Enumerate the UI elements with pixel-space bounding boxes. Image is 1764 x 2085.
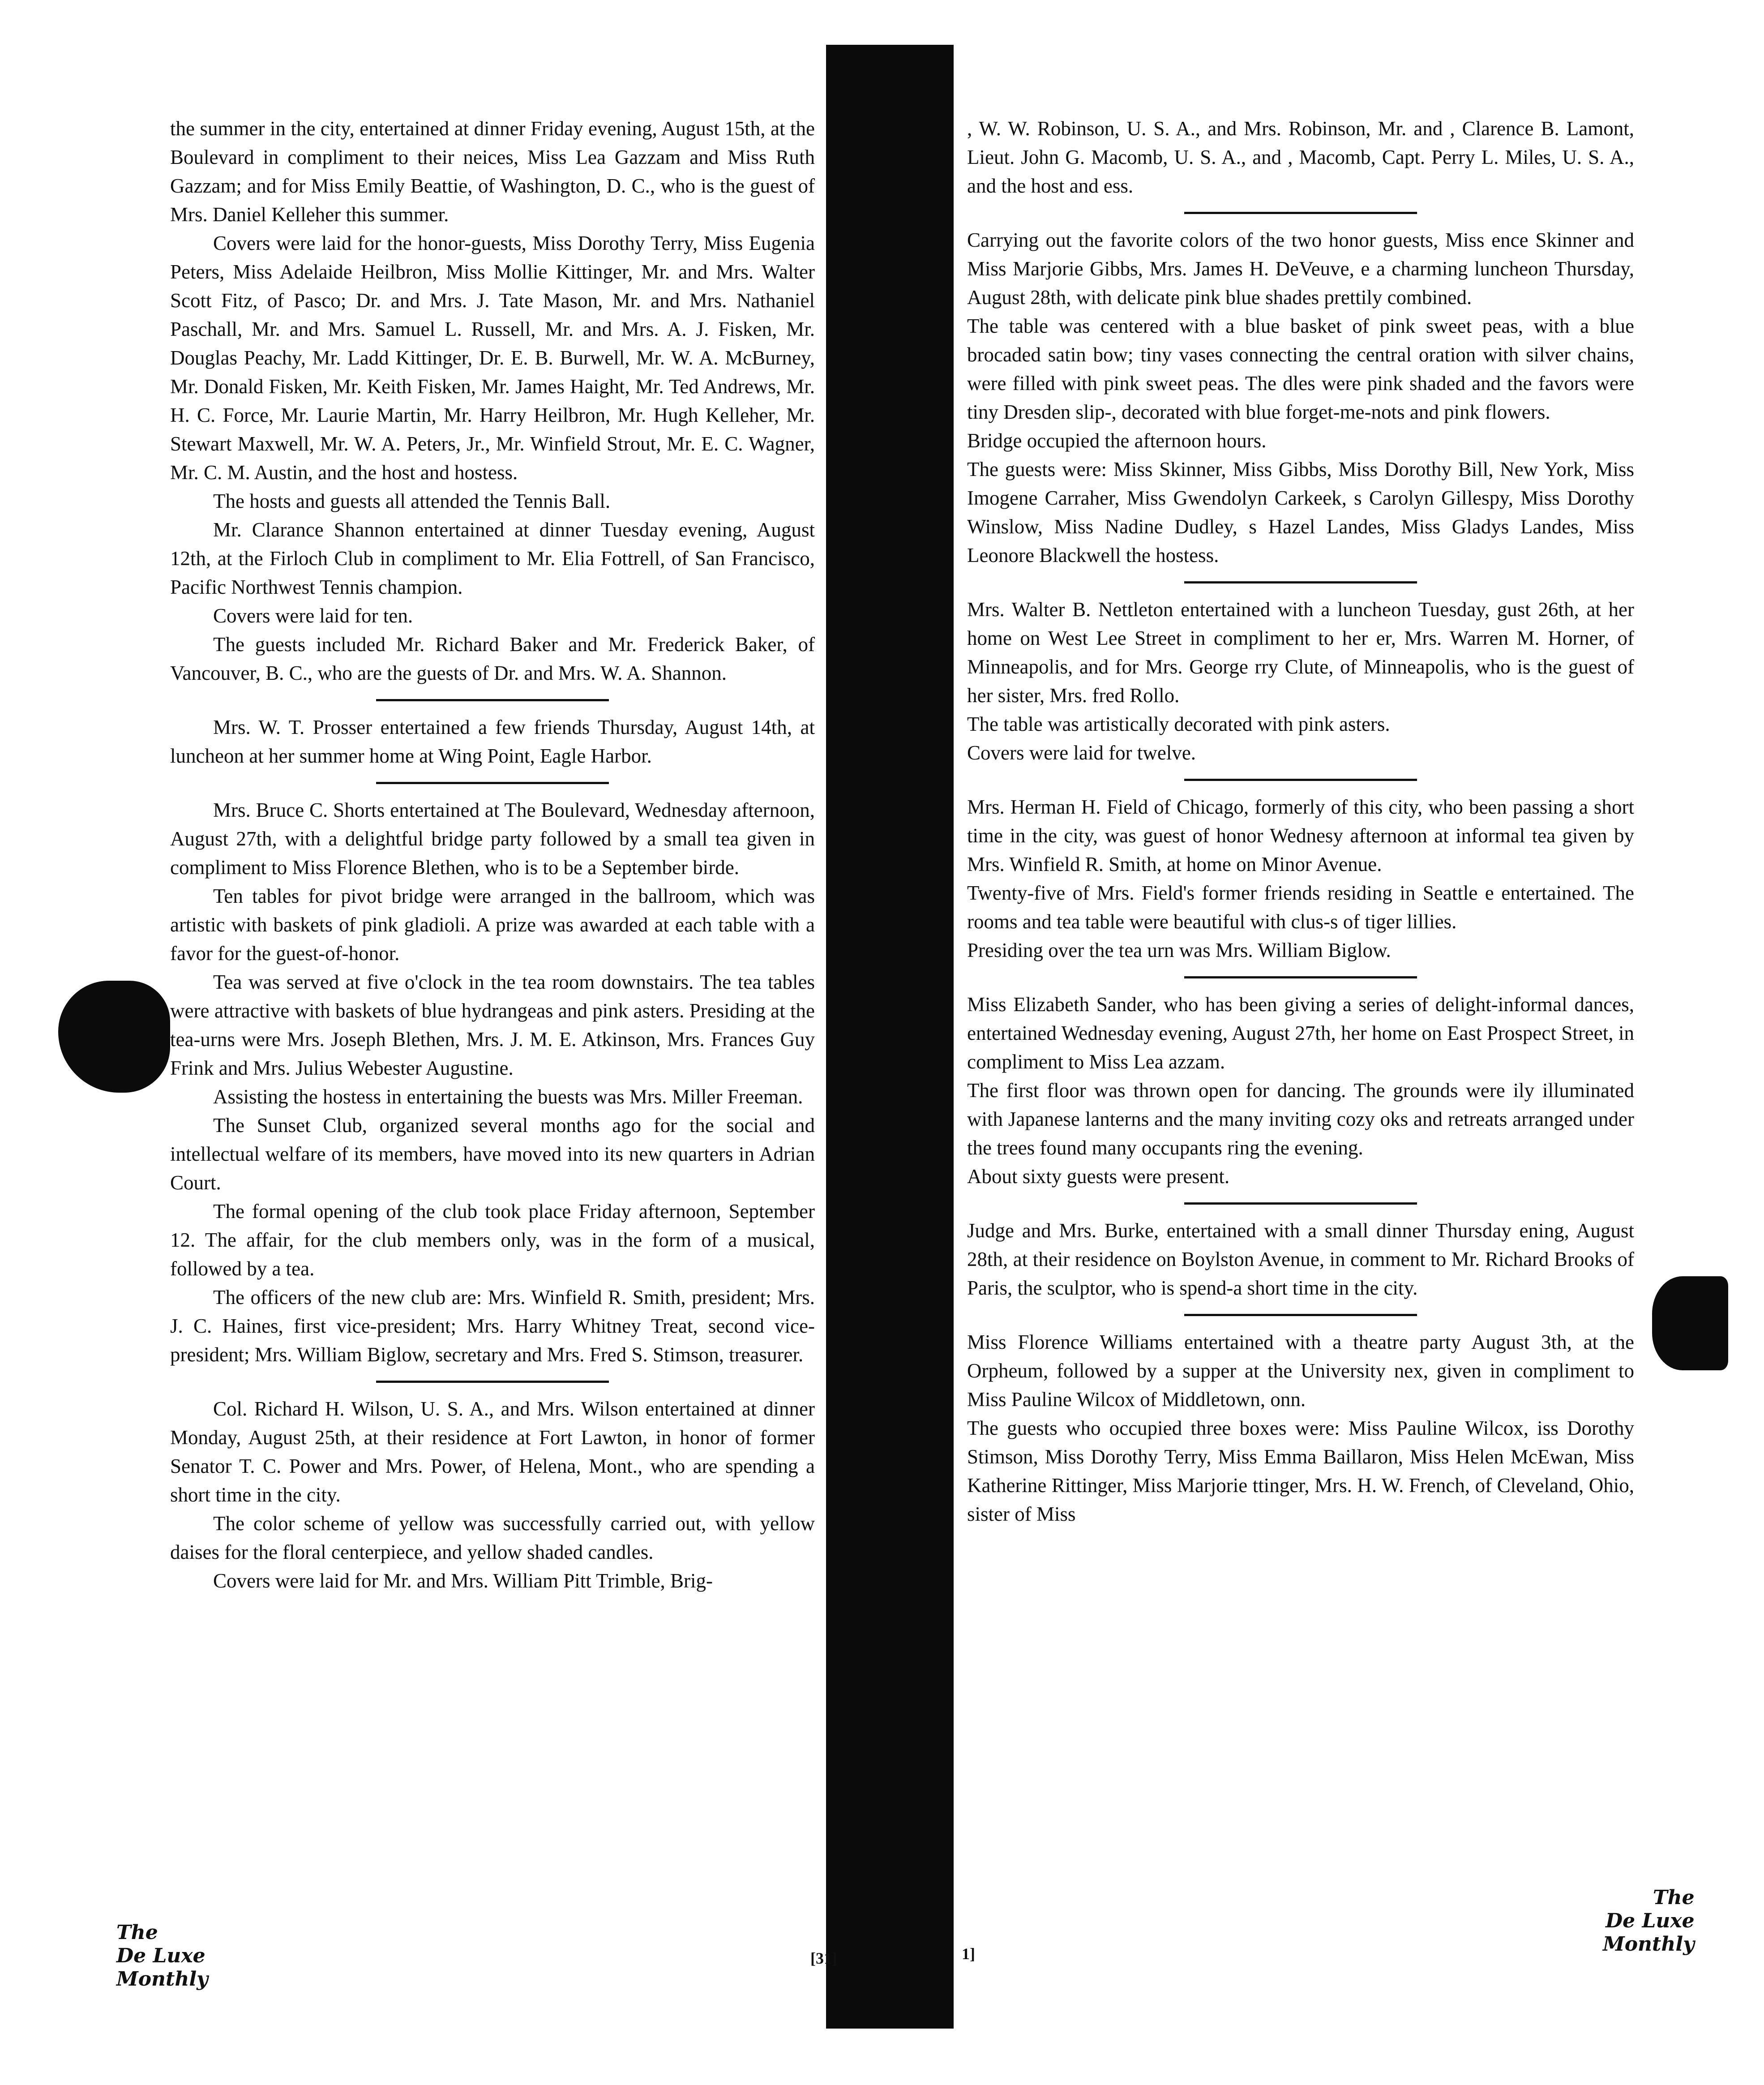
masthead-line: The <box>116 1921 158 1944</box>
masthead-left <box>116 1921 208 1991</box>
article-paragraph: The guests who occupied three boxes were: Miss Pauline Wilcox, iss Dorothy Stimson, Miss Dorothy Terry, Miss Emma Baillaron, Miss Helen McEwan, Miss Katherine Rittinger, Miss Marjorie ttinger, Mrs. H. W. French, of Cleveland, Ohio, sister of Miss <box>967 1417 1634 1525</box>
article-paragraph: Covers were laid for Mr. and Mrs. William Pitt Trimble, Brig- <box>213 1570 713 1592</box>
masthead-line: Monthly <box>1603 1933 1695 1956</box>
article-paragraph: The formal opening of the club took place Friday afternoon, September 12. The affair, for the club members only, was in the form of a musical, followed by a tea. <box>170 1200 815 1280</box>
masthead-line: De Luxe <box>116 1944 206 1967</box>
article-paragraph: The officers of the new club are: Mrs. Winfield R. Smith, president; Mrs. J. C. Haines, first vice-president; Mrs. Harry Whitney Treat, second vice-president; Mrs. William Biglow, secretary and Mrs. Fred S. Stimson, treasurer. <box>170 1286 815 1366</box>
article-paragraph: The hosts and guests all attended the Tennis Ball. <box>213 490 611 512</box>
article-paragraph: Mrs. Herman H. Field of Chicago, formerly of this city, who been passing a short time in the city, was guest of honor Wednesy afternoon at informal tea given by Mrs. Winfield R. Smith, at home on Minor Avenue. <box>967 796 1634 875</box>
article-paragraph: The Sunset Club, organized several months ago for the social and intellectual welfare of its members, have moved into its new quarters in Adrian Court. <box>170 1114 815 1194</box>
article-paragraph: the summer in the city, entertained at dinner Friday evening, August 15th, at the Boulevard in compliment to their neices, Miss Lea Gazzam and Miss Ruth Gazzam; and for Miss Emily Beattie, of Washington, D. C., who is the guest of Mrs. Daniel Kelleher this summer. <box>170 117 815 226</box>
article-paragraph: Assisting the hostess in entertaining the buests was Mrs. Miller Freeman. <box>213 1085 803 1108</box>
section-divider <box>1184 212 1417 214</box>
section-divider <box>1184 779 1417 781</box>
article-paragraph: The first floor was thrown open for dancing. The grounds were ily illuminated with Japanese lanterns and the many inviting cozy oks and retreats arranged under the trees found many occupants ring the evening. <box>967 1079 1634 1159</box>
right-column <box>967 114 1634 1528</box>
article-paragraph: Mr. Clarance Shannon entertained at dinner Tuesday evening, August 12th, at the Firloch Club in compliment to Mr. Elia Fottrell, of San Francisco, Pacific Northwest Tennis champion. <box>170 519 815 598</box>
section-divider <box>1184 581 1417 583</box>
article-paragraph: Mrs. Walter B. Nettleton entertained with a luncheon Tuesday, gust 26th, at her home on West Lee Street in compliment to her er, Mrs. Warren M. Horner, of Minneapolis, and for Mrs. George rry Clute, of Minneapolis, who is the guest of her sister, Mrs. fred Rollo. <box>967 598 1634 707</box>
article-paragraph: Judge and Mrs. Burke, entertained with a small dinner Thursday ening, August 28th, at their residence on Boylston Avenue, in comment to Mr. Richard Brooks of Paris, the sculptor, who is spend-a short time in the city. <box>967 1219 1634 1299</box>
masthead-right <box>1603 1886 1695 1956</box>
article-paragraph: Carrying out the favorite colors of the two honor guests, Miss ence Skinner and Miss Marjorie Gibbs, Mrs. James H. DeVeuve, e a charming luncheon Thursday, August 28th, with delicate pink blue shades prettily combined. <box>967 229 1634 309</box>
ink-blot-right <box>1652 1276 1728 1370</box>
scan-gutter-shadow <box>826 45 954 2029</box>
article-paragraph: Mrs. Bruce C. Shorts entertained at The Boulevard, Wednesday afternoon, August 27th, with a delightful bridge party followed by a small tea given in compliment to Miss Florence Blethen, who is to be a September birde. <box>170 799 815 879</box>
article-paragraph: Covers were laid for ten. <box>213 605 413 627</box>
page-number-right: 1] <box>962 1945 975 1963</box>
article-paragraph: About sixty guests were present. <box>967 1165 1230 1188</box>
article-paragraph: Ten tables for pivot bridge were arranged in the ballroom, which was artistic with baskets of pink gladioli. A prize was awarded at each table with a favor for the guest-of-honor. <box>170 885 815 965</box>
left-column <box>170 114 815 1595</box>
masthead-line: The <box>1653 1886 1695 1909</box>
section-divider <box>1184 1202 1417 1205</box>
article-paragraph: Presiding over the tea urn was Mrs. William Biglow. <box>967 939 1391 961</box>
section-divider <box>376 699 609 701</box>
ink-blot-left <box>58 981 170 1093</box>
article-paragraph: Covers were laid for the honor-guests, Miss Dorothy Terry, Miss Eugenia Peters, Miss Adelaide Heilbron, Miss Mollie Kittinger, Mr. and Mrs. Walter Scott Fitz, of Pasco; Dr. and Mrs. J. Tate Mason, Mr. and Mrs. Nathaniel Paschall, Mr. and Mrs. Samuel L. Russell, Mr. and Mrs. A. J. Fisken, Mr. Douglas Peachy, Mr. Ladd Kittinger, Dr. E. B. Burwell, Mr. W. A. McBurney, Mr. Donald Fisken, Mr. Keith Fisken, Mr. James Haight, Mr. Ted Andrews, Mr. H. C. Force, Mr. Laurie Martin, Mr. Harry Heilbron, Mr. Hugh Kelleher, Mr. Stewart Maxwell, Mr. W. A. Peters, Jr., Mr. Winfield Strout, Mr. E. C. Wagner, Mr. C. M. Austin, and the host and hostess. <box>170 232 815 484</box>
article-paragraph: Bridge occupied the afternoon hours. <box>967 429 1267 452</box>
section-divider <box>1184 1314 1417 1316</box>
section-divider <box>376 1381 609 1383</box>
page-number-left: [31] <box>810 1949 837 1967</box>
article-paragraph: Tea was served at five o'clock in the tea room downstairs. The tea tables were attractive with baskets of blue hydrangeas and pink asters. Presiding at the tea-urns were Mrs. Joseph Blethen, Mrs. J. M. E. Atkinson, Mrs. Frances Guy Frink and Mrs. Julius Webester Augustine. <box>170 971 815 1079</box>
article-paragraph: The color scheme of yellow was successfully carried out, with yellow daises for the floral centerpiece, and yellow shaded candles. <box>170 1512 815 1563</box>
article-paragraph: Covers were laid for twelve. <box>967 742 1196 764</box>
article-paragraph: Twenty-five of Mrs. Field's former friends residing in Seattle e entertained. The rooms and tea table were beautiful with clus-s of tiger lillies. <box>967 882 1634 933</box>
article-paragraph: Miss Elizabeth Sander, who has been giving a series of delight-informal dances, entertained Wednesday evening, August 27th, her home on East Prospect Street, in compliment to Miss Lea azzam. <box>967 993 1634 1073</box>
article-paragraph: The table was centered with a blue basket of pink sweet peas, with a blue brocaded satin bow; tiny vases connecting the central oration with silver chains, were filled with pink sweet peas. The dles were pink shaded and the favors were tiny Dresden slip-, decorated with blue forget-me-nots and pink flowers. <box>967 315 1634 423</box>
article-paragraph: , W. W. Robinson, U. S. A., and Mrs. Robinson, Mr. and , Clarence B. Lamont, Lieut. John G. Macomb, U. S. A., and , Macomb, Capt. Perry L. Miles, U. S. A., and the host and ess. <box>967 117 1634 197</box>
section-divider <box>1184 976 1417 978</box>
section-divider <box>376 782 609 784</box>
article-paragraph: The table was artistically decorated with pink asters. <box>967 713 1390 735</box>
article-paragraph: Col. Richard H. Wilson, U. S. A., and Mrs. Wilson entertained at dinner Monday, August 25th, at their residence at Fort Lawton, in honor of former Senator T. C. Power and Mrs. Power, of Helena, Mont., who are spending a short time in the city. <box>170 1398 815 1506</box>
article-paragraph: The guests were: Miss Skinner, Miss Gibbs, Miss Dorothy Bill, New York, Miss Imogene Carraher, Miss Gwendolyn Carkeek, s Carolyn Gillespy, Miss Dorothy Winslow, Miss Nadine Dudley, s Hazel Landes, Miss Gladys Landes, Miss Leonore Blackwell the hostess. <box>967 458 1634 566</box>
masthead-line: De Luxe <box>1606 1909 1695 1932</box>
article-paragraph: Mrs. W. T. Prosser entertained a few friends Thursday, August 14th, at luncheon at her summer home at Wing Point, Eagle Harbor. <box>170 716 815 767</box>
article-paragraph: The guests included Mr. Richard Baker and Mr. Frederick Baker, of Vancouver, B. C., who are the guests of Dr. and Mrs. W. A. Shannon. <box>170 633 815 684</box>
masthead-line: Monthly <box>116 1968 208 1991</box>
article-paragraph: Miss Florence Williams entertained with a theatre party August 3th, at the Orpheum, followed by a supper at the University nex, given in compliment to Miss Pauline Wilcox of Middletown, onn. <box>967 1331 1634 1411</box>
